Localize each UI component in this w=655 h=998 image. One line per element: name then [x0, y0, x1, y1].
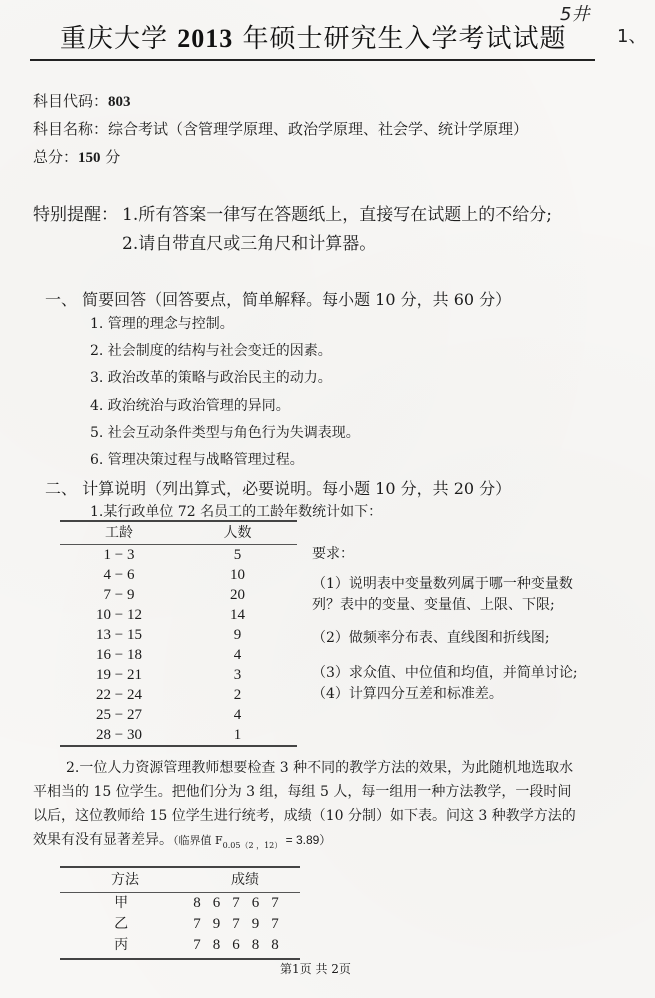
- critical-value-subscript: 0.05（2 ，12）: [222, 840, 283, 850]
- q2-line: 2.一位人力资源管理教师想要检查 3 种不同的教学方法的效果，为此随机地选取水: [66, 760, 574, 776]
- table-row: [60, 645, 297, 665]
- cell-score: 8: [251, 937, 260, 953]
- table-row: [60, 625, 297, 645]
- question-item: 4. 政治统治与政治管理的异同。: [90, 398, 290, 414]
- exam-title: [60, 18, 567, 55]
- total-score: [33, 146, 120, 167]
- teaching-method-table: [60, 866, 300, 960]
- cell-score: 7: [193, 916, 201, 932]
- q2-last-line: [33, 829, 331, 851]
- critical-value: = 3.89）: [282, 833, 332, 847]
- section-1-heading: 一、 简要回答（回答要点，简单解释。每小题 10 分，共 60 分）: [45, 290, 512, 309]
- question-item: 5. 社会互动条件类型与角色行为失调表现。: [90, 425, 360, 441]
- cell-count: 9: [233, 627, 242, 643]
- notice-line-2: 2.请自带直尺或三角尺和计算器。: [122, 234, 377, 254]
- table-row: [60, 545, 297, 565]
- handwritten-mark: 1、: [617, 26, 647, 47]
- notice-label: 特别提醒：: [33, 205, 118, 225]
- q2-line: 以后，这位教师给 15 位学生进行统考，成绩（10 分制）如下表。问这 3 种教学方法的: [33, 808, 576, 824]
- cell-range: 1 − 3: [103, 547, 135, 563]
- table-row: [60, 893, 300, 914]
- requirements-label: 要求：: [312, 546, 354, 562]
- table-header-row: [60, 522, 297, 544]
- subject-name: [33, 118, 528, 139]
- table-row: [60, 605, 297, 625]
- title-underline: [30, 59, 595, 61]
- cell-score: 6: [251, 895, 260, 911]
- table-row: [60, 585, 297, 605]
- table-header-method: 方法: [111, 872, 139, 888]
- critical-value-label: （临界值 F: [173, 834, 223, 847]
- notice-line-1: 1.所有答案一律写在答题纸上，直接写在试题上的不给分;: [122, 205, 552, 225]
- cell-range: 16 − 18: [96, 647, 142, 663]
- cell-count: 20: [230, 587, 245, 603]
- cell-range: 10 − 12: [96, 607, 142, 623]
- subject-name-value: 综合考试（含管理学原理、政治学原理、社会学、统计学原理）: [108, 120, 529, 138]
- requirement-item: （2）做频率分布表、直线图和折线图;: [312, 630, 550, 646]
- table-header-count: 人数: [223, 525, 252, 541]
- cell-range: 4 − 6: [103, 567, 135, 583]
- cell-score: 8: [271, 937, 279, 953]
- cell-method: 乙: [114, 916, 129, 932]
- cell-method: 甲: [114, 895, 129, 911]
- total-score-value: 150: [78, 150, 101, 166]
- cell-score: 6: [212, 895, 221, 911]
- handwritten-mark: 5井: [560, 4, 590, 25]
- cell-range: 19 − 21: [96, 667, 142, 683]
- cell-count: 10: [230, 567, 245, 583]
- table-row: [60, 725, 297, 745]
- cell-method: 丙: [114, 937, 129, 953]
- requirement-item: （1）说明表中变量数列属于哪一种变量数: [312, 576, 573, 592]
- q1-intro: 1.某行政单位 72 名员工的工龄年数统计如下：: [90, 504, 383, 520]
- cell-count: 2: [233, 687, 242, 703]
- table-header-score: 成绩: [231, 872, 259, 888]
- question-item: 6. 管理决策过程与战略管理过程。: [90, 452, 304, 468]
- table-bottom-rule: [60, 745, 297, 747]
- section-2-heading: 二、 计算说明（列出算式，必要说明。每小题 10 分，共 20 分）: [45, 479, 512, 498]
- cell-score: 7: [232, 916, 240, 932]
- table-row: [60, 685, 297, 705]
- requirement-item: （3）求众值、中位值和均值，并简单讨论;: [312, 665, 578, 681]
- cell-count: 4: [233, 707, 242, 723]
- page-number: 第1页 共 2页: [280, 962, 351, 976]
- table-bottom-rule: [60, 958, 300, 960]
- cell-range: 7 − 9: [103, 587, 135, 603]
- table-header-row: [60, 868, 300, 892]
- cell-range: 25 − 27: [96, 707, 142, 723]
- cell-score: 9: [251, 916, 260, 932]
- cell-count: 14: [230, 607, 245, 623]
- total-score-unit: 分: [105, 148, 121, 166]
- question-item: 1. 管理的理念与控制。: [90, 316, 234, 332]
- title-suffix: 年硕士研究生入学考试试题: [233, 24, 567, 54]
- cell-score: 8: [193, 895, 201, 911]
- cell-count: 5: [233, 547, 242, 563]
- table-row: [60, 935, 300, 956]
- requirement-item: 列？表中的变量、变量值、上限、下限;: [312, 597, 555, 613]
- cell-score: 7: [271, 895, 279, 911]
- table-row: [60, 565, 297, 585]
- total-score-label: 总分：: [33, 148, 79, 166]
- subject-code: [33, 90, 131, 111]
- cell-score: 6: [232, 937, 240, 953]
- cell-range: 28 − 30: [96, 727, 142, 743]
- cell-count: 1: [233, 727, 242, 743]
- requirement-item: （4）计算四分互差和标准差。: [312, 686, 503, 702]
- question-item: 2. 社会制度的结构与社会变迁的因素。: [90, 343, 332, 359]
- cell-count: 3: [233, 667, 242, 683]
- table-row: [60, 705, 297, 725]
- table-header-seniority: 工龄: [105, 525, 133, 541]
- subject-code-value: 803: [108, 94, 131, 110]
- table-row: [60, 665, 297, 685]
- question-item: 3. 政治改革的策略与政治民主的动力。: [90, 370, 332, 386]
- cell-score: 7: [193, 937, 201, 953]
- cell-score: 7: [271, 916, 279, 932]
- subject-name-label: 科目名称：: [33, 120, 109, 138]
- cell-range: 13 − 15: [96, 627, 142, 643]
- seniority-table: [60, 520, 297, 747]
- q2-line: 平相当的 15 位学生。把他们分为 3 组，每组 5 人，每一组用一种方法教学，一段时间: [33, 784, 572, 800]
- cell-range: 22 − 24: [96, 687, 142, 703]
- q2-last-line-text: 效果有没有显著差异。: [33, 832, 173, 848]
- title-prefix: 重庆大学: [60, 24, 178, 54]
- cell-score: 7: [232, 895, 240, 911]
- table-row: [60, 914, 300, 935]
- cell-score: 9: [212, 916, 221, 932]
- title-year: 2013: [177, 24, 234, 53]
- cell-count: 4: [233, 647, 242, 663]
- cell-score: 8: [212, 937, 221, 953]
- subject-code-label: 科目代码：: [33, 92, 109, 110]
